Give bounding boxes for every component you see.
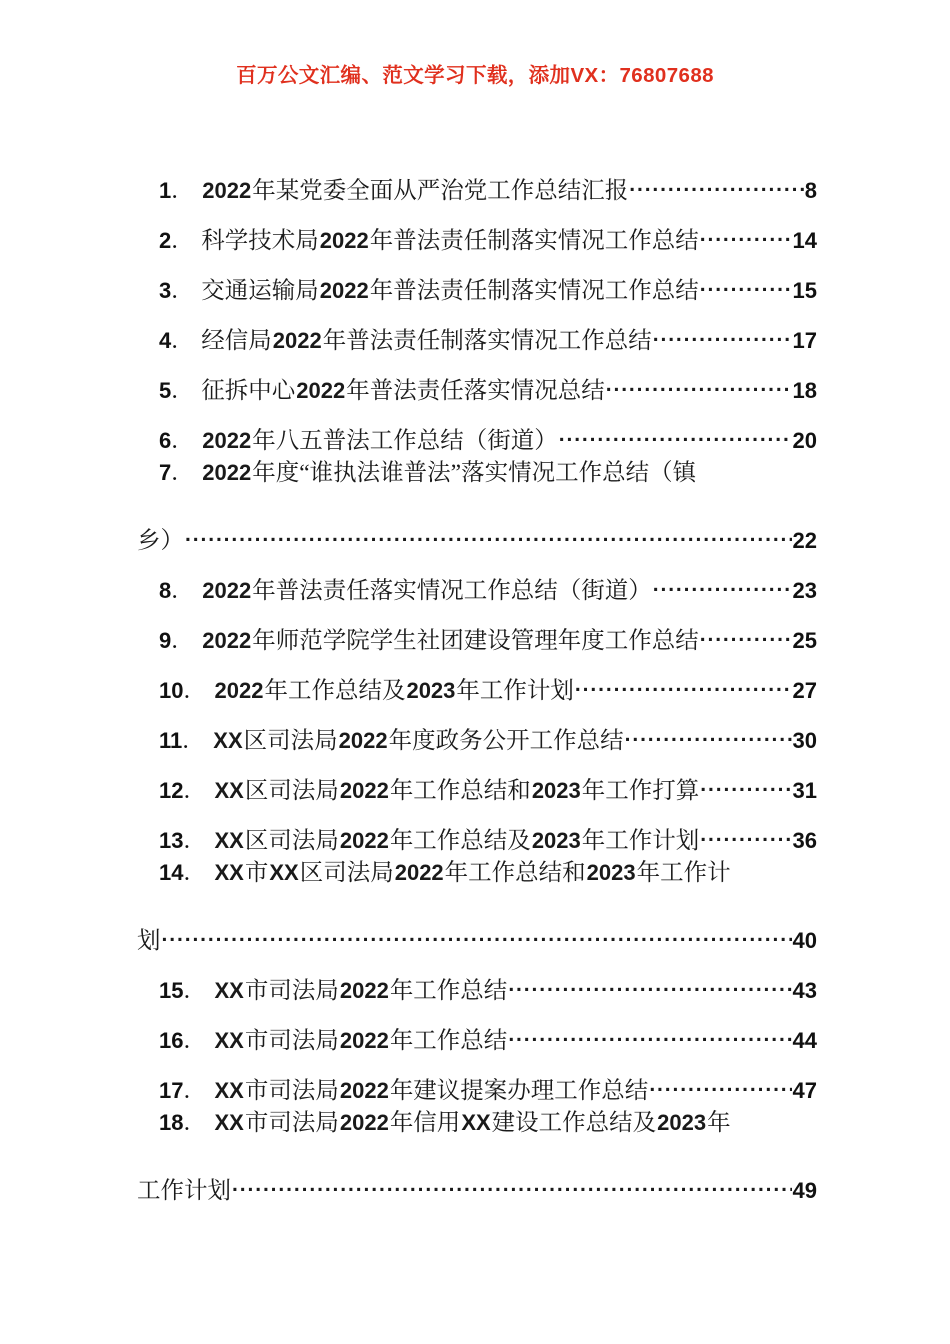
toc-dot-leader <box>653 548 792 598</box>
toc-entry-title: 工作计划 <box>137 1178 231 1204</box>
toc-entry-line[interactable] <box>137 1098 817 1148</box>
toc-page-number: 44 <box>792 1028 817 1053</box>
toc-entry-number: 16 ． <box>159 1016 206 1066</box>
toc-entry-line[interactable] <box>137 698 817 754</box>
toc-entry-title: XX市司法局2022年工作总结 <box>214 978 508 1004</box>
toc-entry-number: 13 ． <box>159 816 206 866</box>
toc-entry[interactable] <box>137 798 817 854</box>
toc-entry[interactable] <box>137 348 817 404</box>
toc-page-number: 27 <box>792 678 817 703</box>
toc-entry-title: 2022年工作总结及2023年工作计划 <box>214 678 574 704</box>
toc-entry-title: XX市司法局2022年建议提案办理工作总结 <box>214 1078 649 1104</box>
toc-entry[interactable] <box>137 248 817 304</box>
toc-entry-line[interactable] <box>137 198 817 254</box>
toc-entry-title: 经信局2022年普法责任制落实情况工作总结 <box>201 328 652 354</box>
toc-entry[interactable] <box>137 748 817 804</box>
toc-page-number: 15 <box>792 278 817 303</box>
toc-page-number: 18 <box>792 378 817 403</box>
toc-entry-number: 6 ． <box>159 416 193 466</box>
toc-entry-number: 17 ． <box>159 1066 206 1116</box>
toc-entry-number: 1 ． <box>159 166 193 216</box>
toc-page-number: 22 <box>792 528 817 553</box>
toc-entry[interactable] <box>137 298 817 354</box>
toc-entry-number: 12 ． <box>159 766 206 816</box>
toc-entry[interactable] <box>137 698 817 754</box>
toc-entry-number: 4 ． <box>159 316 193 366</box>
toc-dot-leader <box>653 298 792 348</box>
toc-dot-leader <box>700 198 792 248</box>
toc-entry[interactable] <box>137 148 817 204</box>
toc-entry-line[interactable] <box>137 148 817 204</box>
toc-page-number: 36 <box>792 828 817 853</box>
toc-dot-leader <box>162 898 792 948</box>
toc-page-number: 8 <box>804 178 817 203</box>
toc-entry-title: XX市司法局2022年工作总结 <box>214 1028 508 1054</box>
toc-entry[interactable] <box>137 998 817 1054</box>
toc-entry-line[interactable] <box>137 1048 817 1104</box>
toc-entry-line[interactable] <box>137 898 817 954</box>
toc-entry-title: 2022年师范学院学生社团建设管理年度工作总结 <box>202 628 699 654</box>
toc-entry-title: 征拆中心2022年普法责任落实情况总结 <box>201 378 605 404</box>
toc-entry-number: 11 ． <box>159 716 204 766</box>
toc-page-number: 20 <box>792 428 817 453</box>
toc-entry-title: XX区司法局2022年度政务公开工作总结 <box>213 728 624 754</box>
toc-dot-leader <box>625 698 792 748</box>
toc-entry[interactable] <box>137 1098 817 1204</box>
toc-entry-line[interactable] <box>137 948 817 1004</box>
toc-entry-line[interactable] <box>137 298 817 354</box>
toc-entry-title: 2022年八五普法工作总结（街道） <box>202 428 558 454</box>
toc-entry-title: 2022年普法责任落实情况工作总结（街道） <box>202 578 652 604</box>
toc-entry[interactable] <box>137 848 817 954</box>
toc-entry-number: 2 ． <box>159 216 193 266</box>
toc-entry[interactable] <box>137 598 817 654</box>
toc-entry-number: 7 ． <box>159 448 193 498</box>
toc-page-number: 17 <box>792 328 817 353</box>
toc-entry-line[interactable] <box>137 348 817 404</box>
toc-entry-title: 划 <box>137 928 161 954</box>
toc-dot-leader <box>700 248 792 298</box>
toc-entry[interactable] <box>137 448 817 554</box>
toc-page-number: 43 <box>792 978 817 1003</box>
table-of-contents <box>137 148 817 1204</box>
toc-entry-line[interactable] <box>137 498 817 554</box>
toc-entry-number: 14 ． <box>159 848 206 898</box>
toc-entry-title: 2022年度“谁执法谁普法”落实情况工作总结（镇 <box>202 460 697 486</box>
toc-dot-leader <box>606 348 792 398</box>
toc-entry-number: 15 ． <box>159 966 206 1016</box>
toc-dot-leader <box>559 398 792 448</box>
toc-dot-leader <box>185 498 792 548</box>
toc-dot-leader <box>508 998 791 1048</box>
toc-entry-number: 10 ． <box>159 666 206 716</box>
toc-dot-leader <box>575 648 792 698</box>
toc-entry-line[interactable] <box>137 648 817 704</box>
toc-dot-leader <box>508 948 791 998</box>
toc-entry-title: 科学技术局2022年普法责任制落实情况工作总结 <box>201 228 699 254</box>
toc-entry-number: 8 ． <box>159 566 193 616</box>
toc-page-number: 23 <box>792 578 817 603</box>
toc-entry[interactable] <box>137 398 817 454</box>
toc-entry-title: XX市XX区司法局2022年工作总结和2023年工作计 <box>214 860 731 886</box>
toc-entry[interactable] <box>137 548 817 604</box>
toc-entry-number: 5 ． <box>159 366 193 416</box>
toc-entry-line[interactable] <box>137 448 817 498</box>
toc-entry-title: XX区司法局2022年工作总结和2023年工作打算 <box>214 778 700 804</box>
toc-page-number: 40 <box>792 928 817 953</box>
toc-entry-line[interactable] <box>137 748 817 804</box>
toc-entry-line[interactable] <box>137 248 817 304</box>
toc-entry-title: XX区司法局2022年工作总结及2023年工作计划 <box>214 828 700 854</box>
toc-entry[interactable] <box>137 648 817 704</box>
toc-page-number: 14 <box>792 228 817 253</box>
toc-entry-line[interactable] <box>137 998 817 1054</box>
toc-page-number: 25 <box>792 628 817 653</box>
toc-entry-line[interactable] <box>137 598 817 654</box>
toc-dot-leader <box>700 598 792 648</box>
toc-entry-line[interactable] <box>137 548 817 604</box>
toc-page-number: 30 <box>792 728 817 753</box>
toc-dot-leader <box>700 798 791 848</box>
toc-entry[interactable] <box>137 1048 817 1104</box>
toc-entry-line[interactable] <box>137 798 817 854</box>
promo-header-text: 百万公文汇编、范文学习下载，添加VX：76807688 <box>236 64 714 87</box>
toc-dot-leader <box>649 1048 791 1098</box>
toc-dot-leader <box>232 1148 792 1198</box>
toc-entry-title: 乡） <box>137 528 184 554</box>
toc-entry-title: 交通运输局2022年普法责任制落实情况工作总结 <box>201 278 699 304</box>
toc-entry-line[interactable] <box>137 848 817 898</box>
toc-page-number: 49 <box>792 1178 817 1203</box>
toc-entry-number: 9 ． <box>159 616 193 666</box>
toc-entry[interactable] <box>137 198 817 254</box>
toc-entry-title: 2022年某党委全面从严治党工作总结汇报 <box>202 178 629 204</box>
toc-entry[interactable] <box>137 948 817 1004</box>
toc-dot-leader <box>700 748 791 798</box>
toc-dot-leader <box>629 148 804 198</box>
toc-page-number: 31 <box>792 778 817 803</box>
toc-entry-number: 18 ． <box>159 1098 206 1148</box>
toc-page-number: 47 <box>792 1078 817 1103</box>
toc-entry-number: 3 ． <box>159 266 193 316</box>
toc-entry-title: XX市司法局2022年信用XX建设工作总结及2023年 <box>214 1110 731 1136</box>
toc-entry-line[interactable] <box>137 1148 817 1204</box>
toc-entry-line[interactable] <box>137 398 817 454</box>
